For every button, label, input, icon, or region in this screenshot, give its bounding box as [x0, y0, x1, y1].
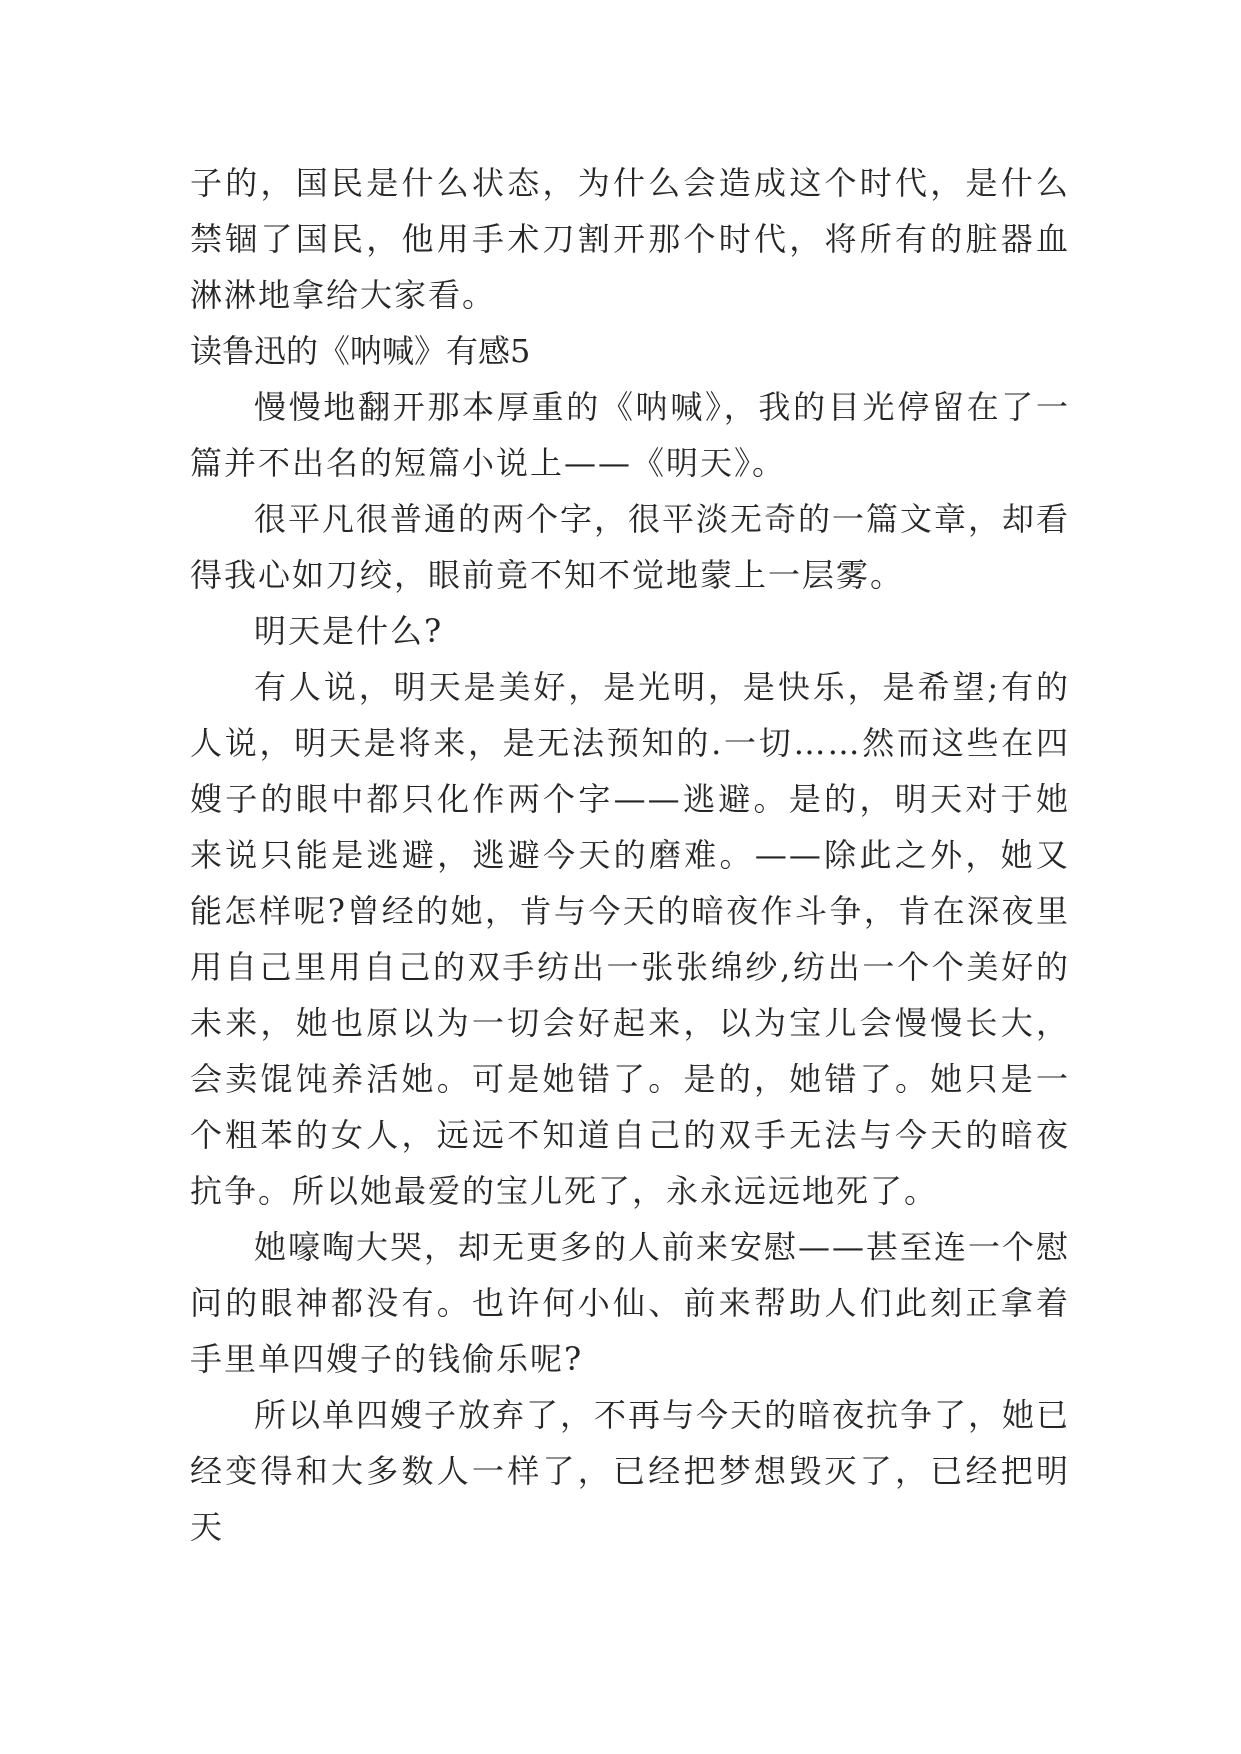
paragraph: 明天是什么?: [254, 612, 444, 650]
paragraph: 很平凡很普通的两个字，很平淡无奇的一篇文章，却看得我心如刀绞，眼前竟不知不觉地蒙上一层雾。: [190, 500, 1071, 594]
paragraph-continuation: 子的，国民是什么状态，为什么会造成这个时代，是什么禁锢了国民，他用手术刀割开那个时代，将所有的脏器血淋淋地拿给大家看。: [190, 164, 1070, 314]
document-body: [190, 155, 1070, 1555]
paragraph: 所以单四嫂子放弃了，不再与今天的暗夜抗争了，她已经变得和大多数人一样了，已经把梦想毁灭了，已经把明天: [190, 1396, 1071, 1546]
paragraph: 她嚎啕大哭，却无更多的人前来安慰——甚至连一个慰问的眼神都没有。也许何小仙、前来帮助人们此刻正拿着手里单四嫂子的钱偷乐呢?: [190, 1228, 1071, 1378]
section-heading: 读鲁迅的《呐喊》有感5: [190, 332, 531, 370]
paragraph: 慢慢地翻开那本厚重的《呐喊》，我的目光停留在了一篇并不出名的短篇小说上——《明天》。: [190, 388, 1070, 482]
paragraph: 有人说，明天是美好，是光明，是快乐，是希望;有的人说，明天是将来，是无法预知的.一切……然而这些在四嫂子的眼中都只化作两个字——逃避。是的，明天对于她来说只能是逃避，逃避今天的磨难。——除此之外，她又能怎样呢?曾经的她，肯与今天的暗夜作斗争，肯在深夜里用自己里用自己的双手纺出一张张绵纱,纺出一个个美好的未来，她也原以为一切会好起来，以为宝儿会慢慢长大，会卖馄饨养活她。可是她错了。是的，她错了。她只是一个粗苯的女人，远远不知道自己的双手无法与今天的暗夜抗争。所以她最爱的宝儿死了，永永远远地死了。: [190, 668, 1070, 1210]
